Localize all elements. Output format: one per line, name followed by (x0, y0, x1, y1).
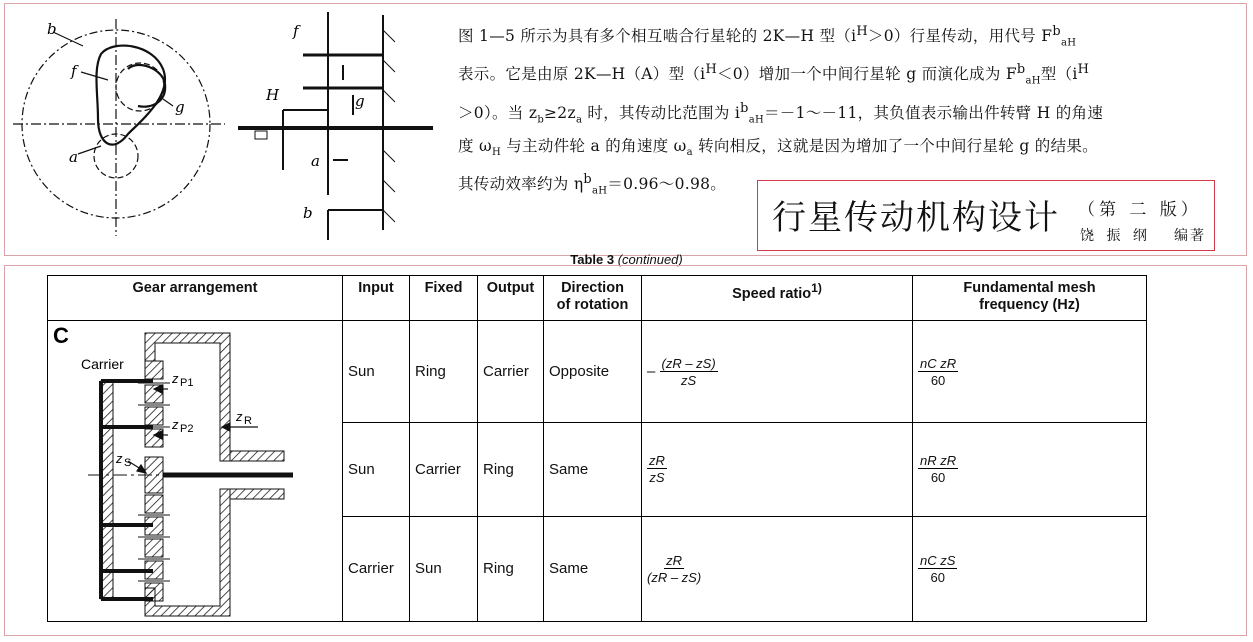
row3-input: Carrier (343, 516, 410, 621)
header-fixed: Fixed (410, 276, 478, 321)
planetary-gear-side-view-figure (233, 10, 448, 245)
row3-fixed: Sun (410, 516, 478, 621)
chinese-paragraph (458, 18, 1248, 204)
paragraph-line-2: 表示。它是由原 2K—H（A）型$(i^H<0)$增加一个中间行星轮 g 而演化成为 $F^b_{aH}$型（$i^H$ (458, 62, 1090, 87)
header-input: Input (343, 276, 410, 321)
paragraph-line-3: ＞0）。当 $z_b\ge 2z_a$ 时，其传动比范围为 $i^b_{aH}=-1\sim-11$，其负值表示输出件转臂 H 的角速 (458, 100, 1104, 125)
row3-mesh-frequency: $\frac{\text{nC zS}}{60}$ (913, 516, 1147, 621)
book-author: 饶 振 纲 (1080, 228, 1151, 244)
row1-direction: Opposite (544, 321, 642, 423)
fig-label-a: a (69, 148, 78, 166)
diagram-label-zr: R (244, 415, 252, 427)
row1-output: Carrier (478, 321, 544, 423)
row1-input: Sun (343, 321, 410, 423)
paragraph-line-5: 其传动效率约为 $\eta^b_{aH}=0.96\sim 0.98$。 (458, 171, 727, 197)
fig-mid-label-H: H (266, 86, 280, 104)
paragraph-line-1: 图 1—5 所示为具有多个相互啮合行星轮的 2K—H 型$(i^H>0)$行星传动，用代号 $F^b_{aH}$ (458, 24, 1077, 49)
row1-mesh-frequency: $\frac{\text{nC zR}}{60}$ (913, 321, 1147, 423)
fig-label-g: g (175, 98, 185, 116)
book-edition: （第 二 版） (1078, 200, 1202, 220)
row3-speed-ratio: $\frac{zR}{(zR - zS)}$ (642, 516, 913, 621)
diagram-label-z2: z (172, 417, 179, 432)
diagram-label-zp1: P1 (180, 377, 194, 389)
row2-input: Sun (343, 423, 410, 517)
fig-mid-label-b: b (303, 204, 313, 222)
fig-mid-label-f: f (293, 22, 299, 40)
diagram-label-z1: z (172, 371, 179, 386)
row2-mesh-frequency: $\frac{\text{nR zR}}{60}$ (913, 423, 1147, 517)
arrangement-label-c: C (53, 323, 69, 348)
gear-arrangement-diagram-cell (48, 321, 343, 622)
fig-label-f: f (71, 62, 77, 80)
book-title: 行星传动机构设计 (772, 198, 1060, 238)
gear-arrangement-diagram (48, 321, 342, 621)
fig-label-b: b (47, 20, 57, 38)
gear-table (47, 275, 1147, 622)
fig-mid-label-a: a (311, 152, 320, 170)
diagram-label-z4: z (116, 451, 123, 466)
chinese-excerpt-panel (4, 3, 1247, 256)
header-mesh-frequency: Fundamental mesh frequency (Hz) (913, 276, 1147, 321)
row2-output: Ring (478, 423, 544, 517)
table-header-row (48, 276, 1147, 321)
row2-direction: Same (544, 423, 642, 517)
row1-fixed: Ring (410, 321, 478, 423)
header-output: Output (478, 276, 544, 321)
fig-mid-label-g: g (355, 92, 365, 110)
planetary-gear-front-view-figure (13, 14, 228, 239)
diagram-label-zp2: P2 (180, 423, 194, 435)
row2-speed-ratio: $\frac{zR}{zS}$ (642, 423, 913, 517)
table-row (48, 321, 1147, 423)
book-author-role: 编著 (1174, 228, 1206, 244)
header-gear-arrangement: Gear arrangement (48, 276, 343, 321)
table-caption: Table 3 (continued) (570, 252, 683, 267)
paragraph-line-4: 度 $\omega_H$ 与主动件轮 a 的角速度 $\omega_a$ 转向相反，这就是因为增加了一个中间行星轮 g 的结果。 (458, 136, 1098, 158)
row3-direction: Same (544, 516, 642, 621)
book-title-box (757, 180, 1215, 251)
header-speed-ratio: Speed ratio$^{1)}$ (642, 276, 913, 321)
diagram-label-zs: S (124, 457, 132, 469)
row3-output: Ring (478, 516, 544, 621)
diagram-label-carrier: Carrier (81, 356, 124, 372)
header-direction: Direction of rotation (544, 276, 642, 321)
diagram-label-z3: z (236, 409, 243, 424)
row1-speed-ratio: – $\frac{(zR - zS)}{zS}$ (642, 321, 913, 423)
row2-fixed: Carrier (410, 423, 478, 517)
